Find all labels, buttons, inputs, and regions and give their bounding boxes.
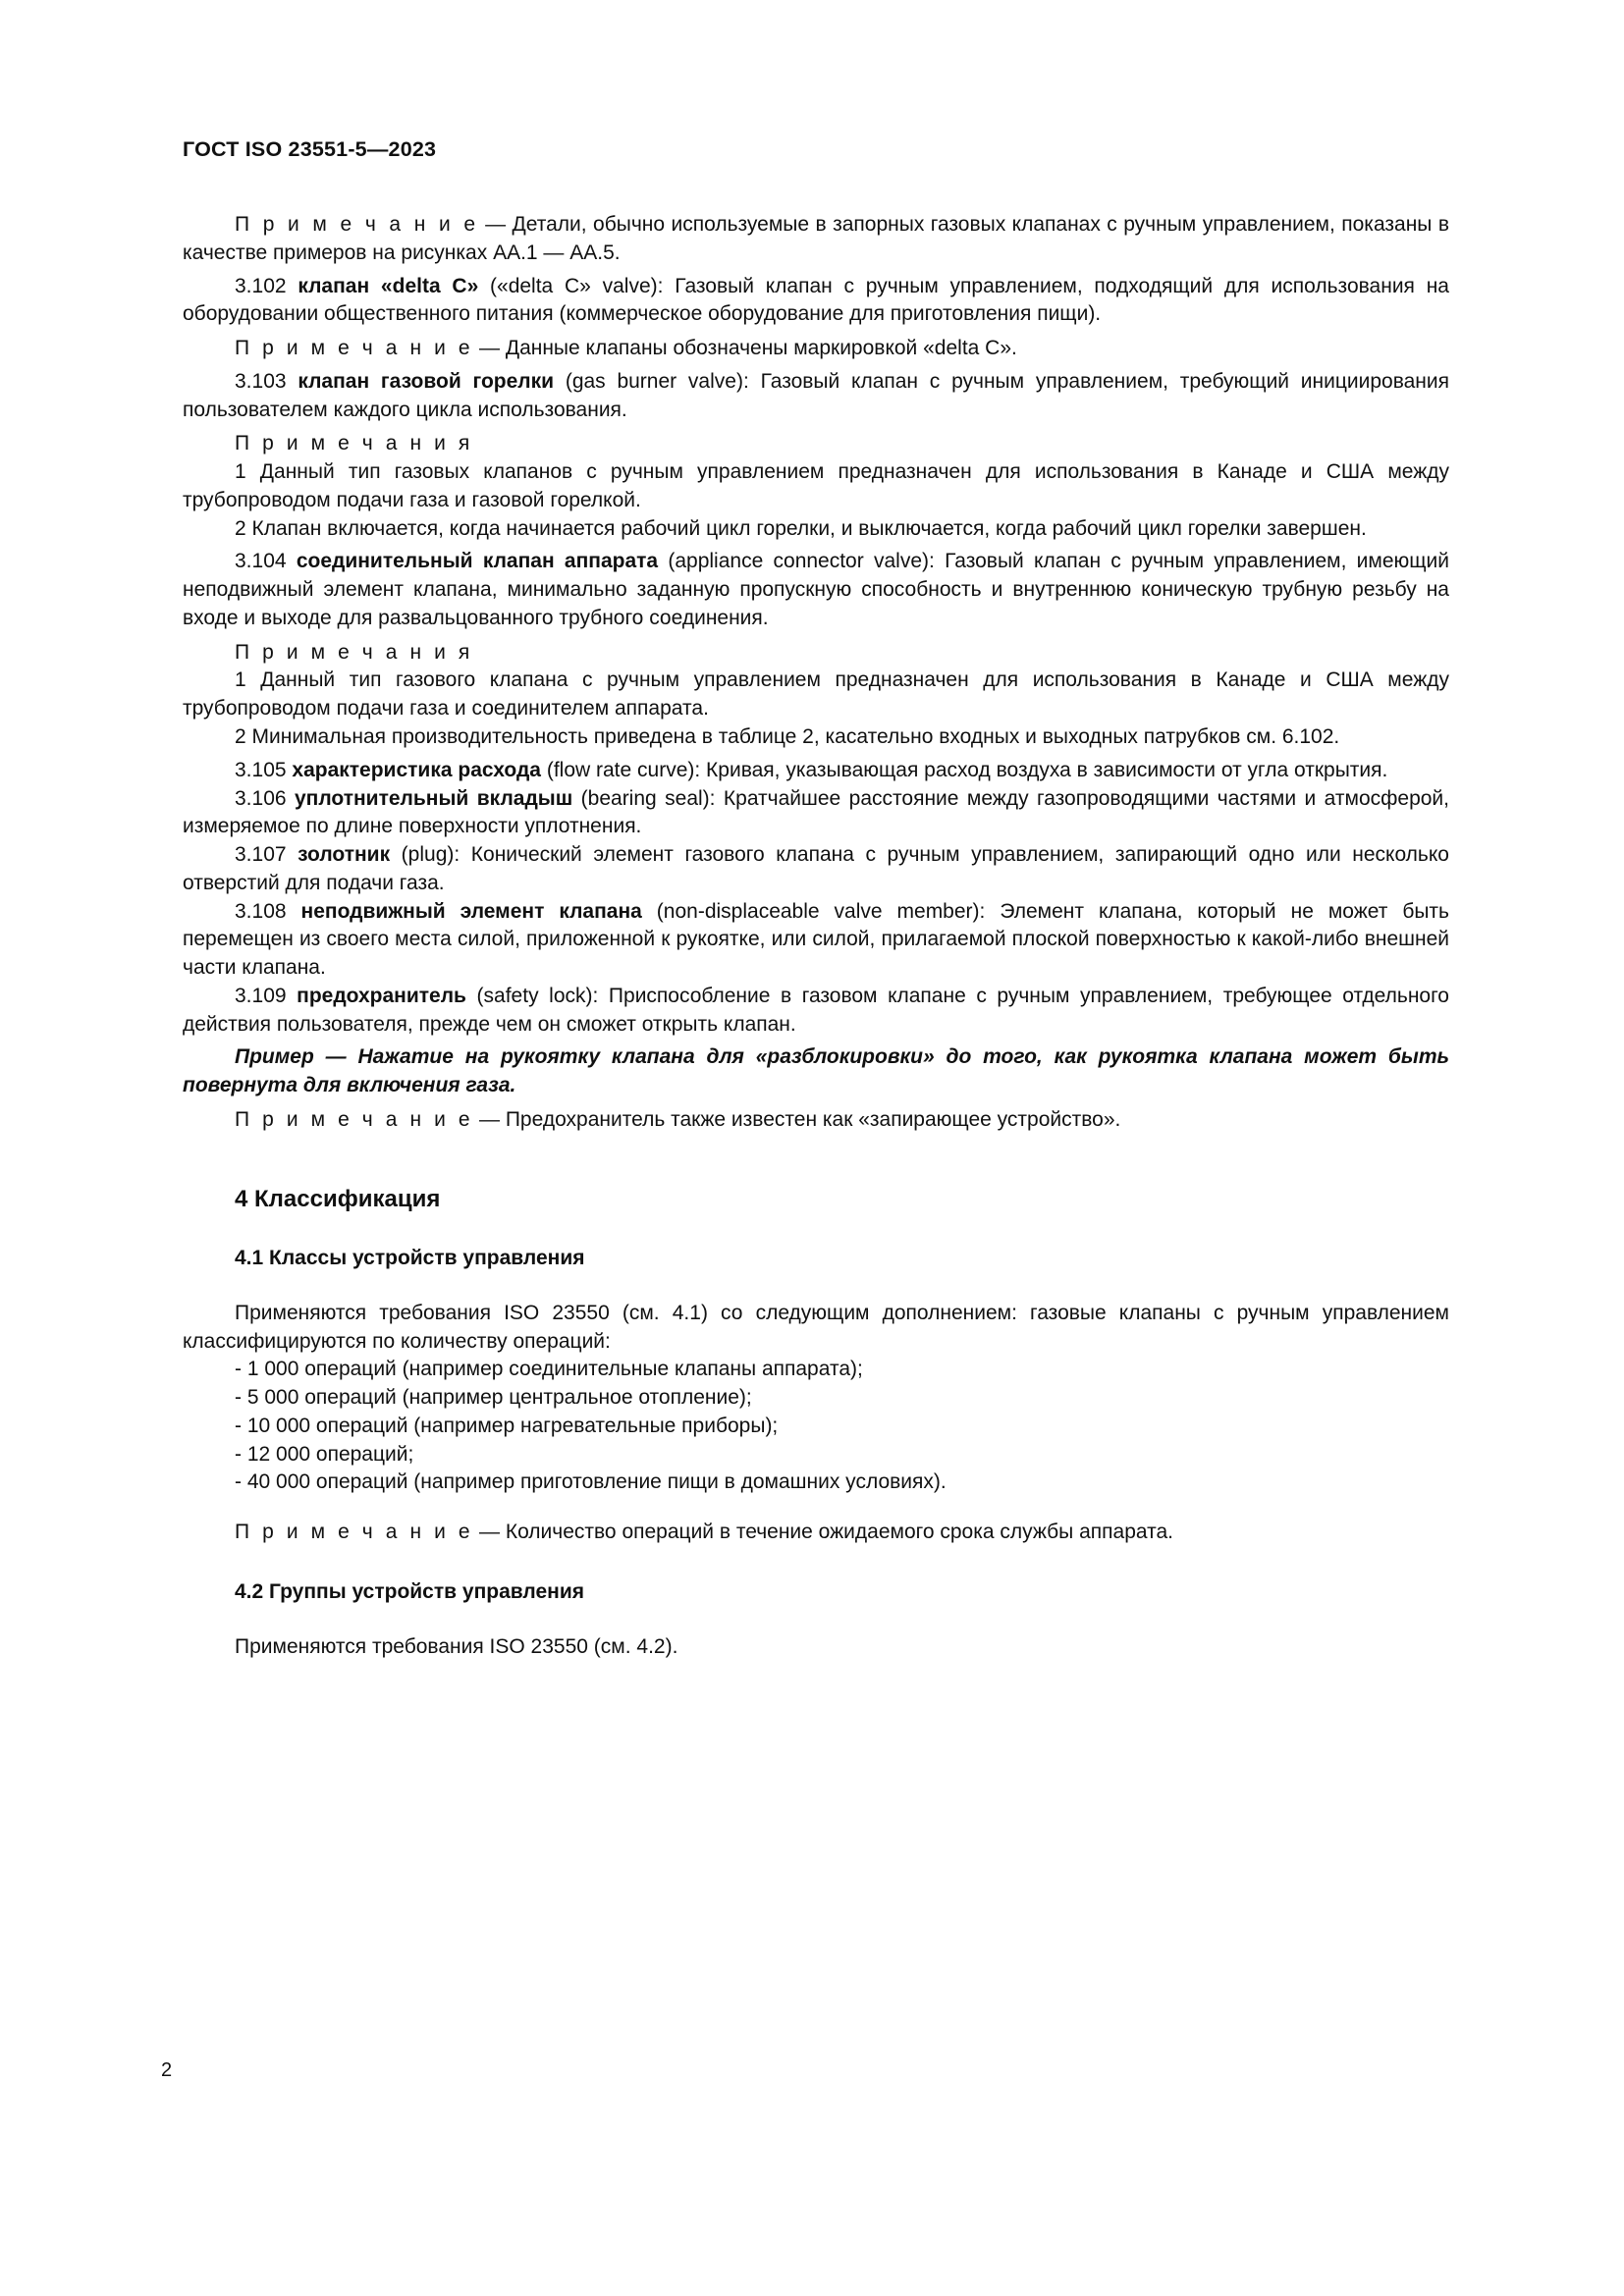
term-name: золотник — [298, 843, 391, 867]
note-label: П р и м е ч а н и е — [235, 337, 474, 360]
term-name: уплотнительный вкладыш — [294, 786, 573, 810]
term-3.104 — [183, 548, 1449, 632]
term-name: предохранитель — [297, 984, 466, 1007]
term-english: (flow rate curve): — [541, 758, 707, 781]
term-name: неподвижный элемент клапана — [300, 899, 642, 923]
term-number: 3.108 — [235, 899, 301, 923]
note-label: П р и м е ч а н и е — [235, 1107, 474, 1131]
term-number: 3.102 — [235, 274, 298, 297]
term-english: (gas burner valve): — [554, 369, 761, 393]
subsection-heading-4-2: 4.2 Группы устройств управления — [235, 1579, 584, 1603]
term-english: (appliance connector valve): — [658, 550, 946, 573]
term-3.107 — [183, 841, 1449, 898]
note-text: — Данные клапаны обозначены маркировкой «delta C». — [473, 337, 1017, 360]
term-definition: Газовый клапан с ручным управлением, имеющий неподвижный элемент клапана, минимально заданную пропускную способность и внутреннюю коническую трубную резьбу на входе и выходе для развальцованного трубного соединения. — [183, 550, 1449, 629]
note-text: — Детали, обычно используемые в запорных газовых клапанах с ручным управлением, показаны в качестве примеров на рисунках АА.1 — АА.5. — [183, 213, 1449, 264]
term-3.102 — [183, 273, 1449, 330]
term-name: клапан газовой горелки — [298, 369, 555, 393]
term-definition: Кратчайшее расстояние между газопроводящими частями и атмосферой, измеряемое по длине поверхности уплотнения. — [183, 786, 1449, 838]
subsection-heading-4-1: 4.1 Классы устройств управления — [235, 1246, 585, 1269]
note-3.104-1: 1 Данный тип газового клапана с ручным управлением предназначен для использования в Канаде и США между трубопроводом подачи газа и соединителем аппарата. — [183, 668, 1449, 721]
term-definition: Газовый клапан с ручным управлением, подходящий для использования на оборудовании общественного питания (коммерческое оборудование для приготовления пищи). — [183, 274, 1449, 326]
term-definition: Газовый клапан с ручным управлением, требующий инициирования пользователем каждого цикла использования. — [183, 369, 1450, 421]
page-number: 2 — [161, 2059, 173, 2081]
term-3.108 — [183, 898, 1449, 983]
term-number: 3.104 — [235, 550, 297, 573]
note-3.103-1: 1 Данный тип газовых клапанов с ручным управлением предназначен для использования в Канаде и США между трубопроводом подачи газа и газовой горелкой. — [183, 460, 1449, 511]
term-3.109 — [183, 983, 1449, 1040]
term-name: характеристика расхода — [292, 758, 541, 781]
document-header: ГОСТ ISO 23551-5—2023 — [183, 137, 437, 161]
notes-label-3.103: П р и м е ч а н и я — [235, 432, 473, 455]
list-item: - 40 000 операций (например приготовление пищи в домашних условиях). — [235, 1470, 947, 1494]
section-heading-4: 4 Классификация — [235, 1185, 441, 1212]
term-name: соединительный клапан аппарата — [296, 550, 659, 573]
note-label: П р и м е ч а н и е — [235, 213, 479, 236]
term-english: (non-displaceable valve member): — [641, 899, 1001, 923]
note-3.109 — [183, 1106, 1449, 1135]
term-name: клапан «delta C» — [298, 274, 479, 297]
note-paragraph-intro — [183, 211, 1449, 268]
note-3.102 — [183, 335, 1449, 363]
section-4-1-paragraph: Применяются требования ISO 23550 (см. 4.1) со следующим дополнением: газовые клапаны с ручным управлением классифицируются по количеству операций: — [183, 1301, 1449, 1353]
term-number: 3.106 — [235, 786, 295, 810]
term-definition: Элемент клапана, который не может быть перемещен из своего места силой, приложенной к рукоятке, или силой, прилагаемой плоской поверхностью к какой-либо внешней части клапана. — [183, 899, 1449, 980]
note-text: — Предохранитель также известен как «запирающее устройство». — [473, 1107, 1121, 1131]
note-4-1 — [183, 1519, 1449, 1547]
term-number: 3.105 — [235, 758, 293, 781]
notes-label-3.104: П р и м е ч а н и я — [235, 640, 473, 664]
example-3.109: Пример — Нажатие на рукоятку клапана для «разблокировки» до того, как рукоятка клапана может быть повернута для включения газа. — [183, 1045, 1449, 1097]
term-definition: Приспособление в газовом клапане с ручным управлением, требующее отдельного действия пользователя, прежде чем он сможет открыть клапан. — [183, 984, 1449, 1036]
classification-list — [183, 1356, 1449, 1497]
term-3.103 — [183, 368, 1449, 425]
list-item: - 5 000 операций (например центральное отопление); — [235, 1386, 752, 1410]
term-number: 3.103 — [235, 369, 298, 393]
term-number: 3.107 — [235, 843, 298, 867]
section-4-2-paragraph: Применяются требования ISO 23550 (см. 4.2). — [235, 1634, 678, 1658]
term-definition: Конический элемент газового клапана с ручным управлением, запирающий одно или несколько отверстий для подачи газа. — [183, 843, 1449, 894]
term-english: (bearing seal): — [572, 786, 724, 810]
note-text: — Количество операций в течение ожидаемого срока службы аппарата. — [473, 1521, 1173, 1544]
term-english: (plug): — [390, 843, 471, 867]
note-label: П р и м е ч а н и е — [235, 1521, 474, 1544]
list-item: - 1 000 операций (например соединительные клапаны аппарата); — [235, 1358, 863, 1381]
list-item: - 12 000 операций; — [235, 1442, 414, 1466]
term-definition: Кривая, указывающая расход воздуха в зависимости от угла открытия. — [706, 758, 1388, 781]
note-3.104-2: 2 Минимальная производительность приведена в таблице 2, касательно входных и выходных патрубков см. 6.102. — [235, 725, 1340, 749]
term-english: («delta C» valve): — [478, 274, 676, 297]
term-3.105 — [183, 757, 1449, 785]
term-number: 3.109 — [235, 984, 298, 1007]
term-3.106 — [183, 785, 1449, 842]
term-english: (safety lock): — [465, 984, 609, 1007]
page-content — [183, 137, 1449, 1662]
list-item: - 10 000 операций (например нагревательные приборы); — [235, 1414, 779, 1437]
note-3.103-2: 2 Клапан включается, когда начинается рабочий цикл горелки, и выключается, когда рабочий цикл горелки завершен. — [235, 516, 1367, 540]
